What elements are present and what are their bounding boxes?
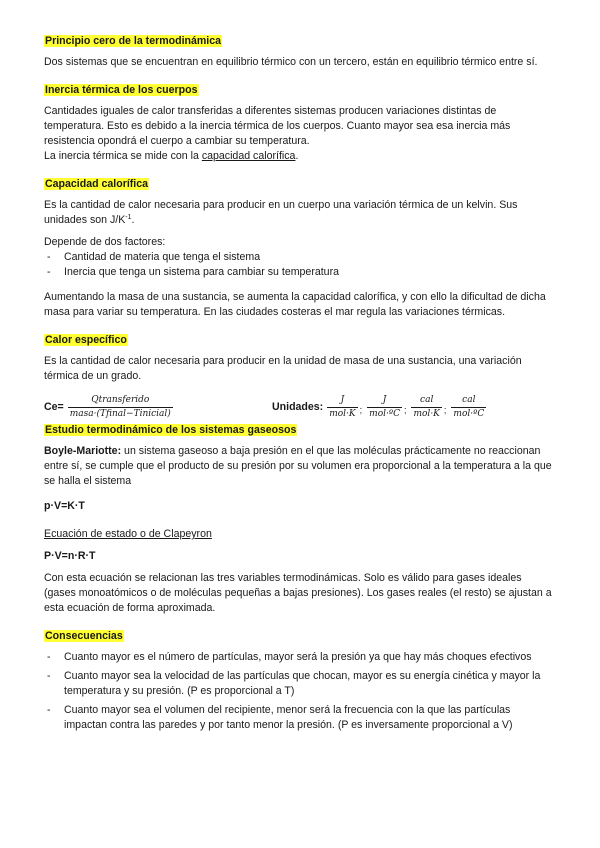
paragraph-calor-especifico: Es la cantidad de calor necesaria para producir en la unidad de masa de una sustancia, una variación térmica de un grado. — [44, 355, 522, 382]
list-item: - Cantidad de materia que tenga el sistema — [44, 250, 556, 265]
unit-fraction: $\frac{J}{\text{mol·ºC}}$ — [369, 395, 400, 419]
section-heading-principio-cero: Principio cero de la termodinámica — [45, 35, 222, 47]
paragraph-boyle-mariotte: Boyle-Mariotte: un sistema gaseoso a baja presión en el que las moléculas prácticamente no reaccionan entre sí, se cumple que el producto de su presión por su volumen era proporcional a la temperatura a la que se halla el sistema — [44, 445, 552, 487]
section-heading-inercia-termica: Inercia térmica de los cuerpos — [45, 84, 198, 96]
unit-fraction: $\frac{\text{cal}}{\text{mol·ºC}}$ — [453, 395, 485, 419]
list-factores — [44, 250, 556, 280]
section-heading-calor-especifico: Calor específico — [45, 334, 127, 346]
list-item: - Inercia que tenga un sistema para cambiar su temperatura — [44, 265, 556, 280]
ce-label: Ce= — [44, 401, 64, 413]
paragraph-capacidad-definicion: Es la cantidad de calor necesaria para producir en un cuerpo una variación térmica de un kelvin. Sus unidades son $J/K^{-1}$. — [44, 199, 518, 226]
equation-boyle: p·V=K·T — [44, 500, 85, 512]
section-heading-consecuencias: Consecuencias — [45, 630, 123, 642]
section-heading-capacidad-calorifica: Capacidad calorífica — [45, 178, 149, 190]
paragraph-principio-cero: Dos sistemas que se encuentran en equilibrio térmico con un tercero, están en equilibrio térmico entre sí. — [44, 56, 538, 68]
list-consecuencias — [44, 650, 556, 733]
units-label: Unidades: — [272, 401, 324, 413]
paragraph-depende: Depende de dos factores: — [44, 236, 166, 248]
paragraph-clapeyron: Con esta ecuación se relacionan las tres variables termodinámicas. Solo es válido para gases ideales (gases monoatómicos o de moléculas pequeñas a bajas presiones). Los gases reales (el resto) se ajustan a esta ecuación de forma aproximada. — [44, 572, 552, 614]
equation-clapeyron: P·V=n·R·T — [44, 550, 96, 562]
link-capacidad-calorifica[interactable]: capacidad calorífica — [201, 150, 296, 162]
subheading-clapeyron: Ecuación de estado o de Clapeyron — [44, 528, 212, 540]
list-item: - Cuanto mayor es el número de partículas, mayor será la presión ya que hay más choques efectivos — [44, 650, 556, 665]
formula-row — [44, 391, 556, 421]
paragraph-inercia-medida: La inercia térmica se mide con la capacidad calorífica. — [44, 150, 299, 162]
formula-ce — [44, 395, 174, 420]
section-heading-estudio-gaseosos: Estudio termodinámico de los sistemas gaseosos — [45, 424, 297, 436]
paragraph-capacidad-masa: Aumentando la masa de una sustancia, se aumenta la capacidad calorífica, y con ello la dificultad de dicha masa para variar su temperatura. En las ciudades costeras el mar regula las variaciones térmicas. — [44, 291, 546, 318]
list-item: - Cuanto mayor sea el volumen del recipiente, menor será la frecuencia con la que las partículas impactan contra las paredes y por tanto menor la presión. (P es inversamente proporcional a V) — [44, 703, 556, 733]
formula-units: Unidades: $\frac{J}{\text{mol·K}}$ ; $\frac{J}{\text{mol·ºC}}$ ; $\frac{\text{cal}}{\text{mol·K}}$ ; $\frac{\text{cal}}{\text{mol·ºC}}$ — [272, 395, 485, 419]
paragraph-inercia-termica: Cantidades iguales de calor transferidas a diferentes sistemas producen variaciones distintas de temperatura. Esto es debido a la inercia térmica de los cuerpos. Cuanto mayor sea esa inercia más resistencia opondrá el cuerpo a cambiar su temperatura. — [44, 105, 511, 147]
list-item: - Cuanto mayor sea la velocidad de las partículas que chocan, mayor es su energía cinética y mayor la temperatura y su presión. (P es proporcional a T) — [44, 669, 556, 699]
ce-fraction: $\frac{\text{Qtransferido}}{\text{masa·(Tfinal−Tinicial)}}$ — [69, 395, 171, 419]
document-page — [44, 34, 556, 733]
unit-fraction: $\frac{J}{\text{mol·K}}$ — [329, 395, 356, 419]
unit-fraction: $\frac{\text{cal}}{\text{mol·K}}$ — [413, 395, 440, 419]
